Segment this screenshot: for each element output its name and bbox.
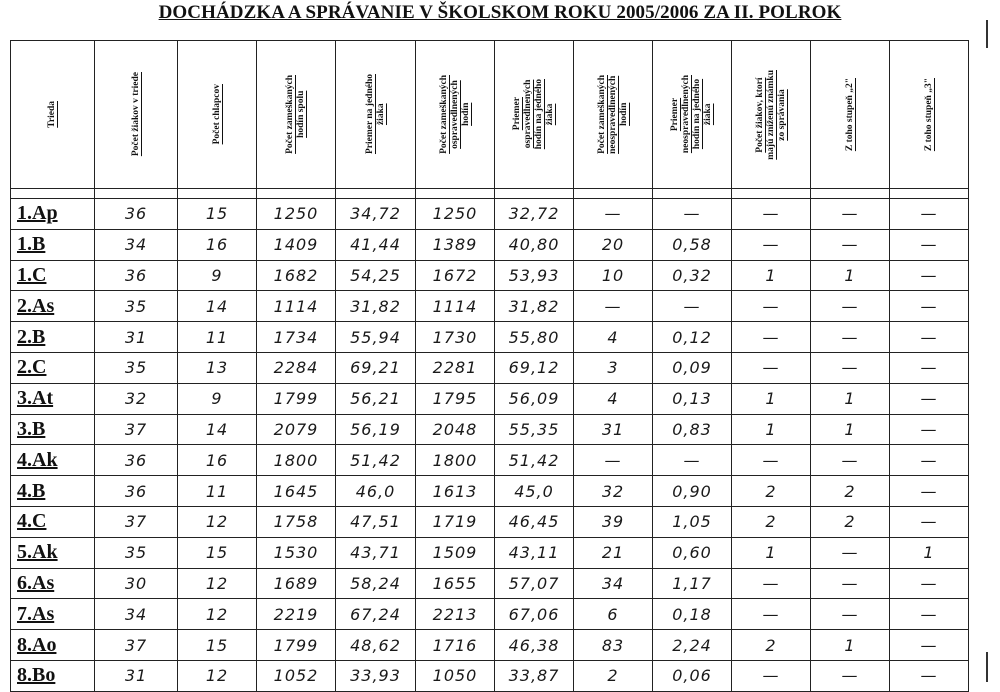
table-row [11, 630, 969, 661]
table-row [11, 414, 969, 445]
cell-grade-3: — [890, 229, 969, 260]
cell-student-count: 34 [95, 229, 178, 260]
cell-avg-unexcused: 2,24 [653, 630, 732, 661]
cell-avg-per-student: 55,94 [336, 322, 416, 353]
scan-edge-mark [986, 20, 988, 48]
cell-avg-per-student: 56,21 [336, 383, 416, 414]
cell-avg-per-student: 33,93 [336, 660, 416, 691]
cell-boys-count: 12 [178, 568, 257, 599]
cell-avg-per-student: 69,21 [336, 352, 416, 383]
cell-class-name: 7.As [11, 599, 95, 630]
table-row [11, 199, 969, 230]
cell-grade-2: — [811, 322, 890, 353]
cell-student-count: 35 [95, 291, 178, 322]
cell-unexcused-hours: — [574, 445, 653, 476]
cell-student-count: 31 [95, 660, 178, 691]
cell-avg-unexcused: 1,05 [653, 506, 732, 537]
cell-grade-2: — [811, 568, 890, 599]
cell-unexcused-hours: 39 [574, 506, 653, 537]
cell-avg-unexcused: 0,12 [653, 322, 732, 353]
cell-grade-2: — [811, 537, 890, 568]
cell-missed-total: 1758 [257, 506, 336, 537]
cell-lowered-grade: — [732, 568, 811, 599]
scan-edge-mark [986, 652, 988, 682]
cell-lowered-grade: 2 [732, 630, 811, 661]
cell-unexcused-hours: 83 [574, 630, 653, 661]
cell-avg-per-student: 46,0 [336, 476, 416, 507]
table-row [11, 568, 969, 599]
table-row [11, 506, 969, 537]
cell-student-count: 35 [95, 537, 178, 568]
cell-unexcused-hours: — [574, 291, 653, 322]
cell-missed-total: 1250 [257, 199, 336, 230]
header-excused-hours: Počet zameškaných ospravedlnených hodín [416, 41, 495, 189]
cell-grade-2: 1 [811, 260, 890, 291]
cell-avg-unexcused: 0,32 [653, 260, 732, 291]
cell-grade-3: — [890, 352, 969, 383]
cell-grade-2: — [811, 352, 890, 383]
cell-boys-count: 11 [178, 322, 257, 353]
cell-avg-excused: 45,0 [495, 476, 574, 507]
cell-grade-3: 1 [890, 537, 969, 568]
cell-avg-excused: 33,87 [495, 660, 574, 691]
cell-lowered-grade: 1 [732, 537, 811, 568]
cell-lowered-grade: 2 [732, 506, 811, 537]
cell-missed-total: 1734 [257, 322, 336, 353]
cell-avg-excused: 56,09 [495, 383, 574, 414]
cell-missed-total: 1114 [257, 291, 336, 322]
cell-avg-per-student: 67,24 [336, 599, 416, 630]
cell-boys-count: 15 [178, 537, 257, 568]
cell-student-count: 37 [95, 630, 178, 661]
cell-lowered-grade: — [732, 660, 811, 691]
cell-avg-unexcused: 0,58 [653, 229, 732, 260]
table-row [11, 229, 969, 260]
cell-class-name: 6.As [11, 568, 95, 599]
cell-grade-3: — [890, 414, 969, 445]
cell-avg-excused: 31,82 [495, 291, 574, 322]
cell-unexcused-hours: 34 [574, 568, 653, 599]
cell-excused-hours: 1672 [416, 260, 495, 291]
cell-excused-hours: 1800 [416, 445, 495, 476]
cell-grade-2: — [811, 660, 890, 691]
cell-lowered-grade: 1 [732, 414, 811, 445]
cell-missed-total: 2284 [257, 352, 336, 383]
cell-boys-count: 9 [178, 383, 257, 414]
cell-lowered-grade: — [732, 352, 811, 383]
cell-grade-2: — [811, 599, 890, 630]
cell-lowered-grade: — [732, 229, 811, 260]
cell-grade-3: — [890, 568, 969, 599]
cell-class-name: 1.C [11, 260, 95, 291]
cell-lowered-grade: — [732, 445, 811, 476]
cell-boys-count: 16 [178, 445, 257, 476]
header-missed-total: Počet zameškaných hodín spolu [257, 41, 336, 189]
cell-excused-hours: 1389 [416, 229, 495, 260]
cell-unexcused-hours: 3 [574, 352, 653, 383]
cell-excused-hours: 1613 [416, 476, 495, 507]
cell-grade-3: — [890, 199, 969, 230]
cell-grade-3: — [890, 445, 969, 476]
header-row [11, 41, 969, 189]
cell-grade-2: — [811, 291, 890, 322]
cell-class-name: 2.C [11, 352, 95, 383]
cell-lowered-grade: — [732, 599, 811, 630]
cell-missed-total: 1645 [257, 476, 336, 507]
cell-avg-excused: 53,93 [495, 260, 574, 291]
cell-missed-total: 1800 [257, 445, 336, 476]
cell-student-count: 36 [95, 199, 178, 230]
cell-lowered-grade: — [732, 199, 811, 230]
cell-excused-hours: 1509 [416, 537, 495, 568]
cell-boys-count: 14 [178, 291, 257, 322]
cell-missed-total: 1530 [257, 537, 336, 568]
cell-unexcused-hours: 10 [574, 260, 653, 291]
cell-avg-unexcused: 0,06 [653, 660, 732, 691]
cell-student-count: 31 [95, 322, 178, 353]
cell-class-name: 3.B [11, 414, 95, 445]
cell-class-name: 1.Ap [11, 199, 95, 230]
cell-lowered-grade: — [732, 322, 811, 353]
cell-boys-count: 14 [178, 414, 257, 445]
cell-grade-3: — [890, 260, 969, 291]
cell-unexcused-hours: 20 [574, 229, 653, 260]
cell-avg-per-student: 43,71 [336, 537, 416, 568]
attendance-table [10, 40, 969, 692]
cell-excused-hours: 1655 [416, 568, 495, 599]
cell-excused-hours: 1730 [416, 322, 495, 353]
cell-student-count: 35 [95, 352, 178, 383]
cell-unexcused-hours: 4 [574, 322, 653, 353]
cell-grade-3: — [890, 383, 969, 414]
cell-excused-hours: 2281 [416, 352, 495, 383]
cell-student-count: 36 [95, 476, 178, 507]
cell-missed-total: 1409 [257, 229, 336, 260]
cell-missed-total: 1689 [257, 568, 336, 599]
table-row [11, 260, 969, 291]
cell-avg-excused: 57,07 [495, 568, 574, 599]
page-title: DOCHÁDZKA A SPRÁVANIE V ŠKOLSKOM ROKU 2005/2006 ZA II. POLROK [158, 2, 842, 23]
header-grade-2: Z toho stupeň „2" [811, 41, 890, 189]
cell-grade-2: 2 [811, 476, 890, 507]
cell-lowered-grade: 1 [732, 383, 811, 414]
cell-avg-per-student: 41,44 [336, 229, 416, 260]
cell-avg-unexcused: 0,90 [653, 476, 732, 507]
cell-student-count: 36 [95, 445, 178, 476]
cell-avg-unexcused: — [653, 199, 732, 230]
cell-lowered-grade: 2 [732, 476, 811, 507]
cell-avg-excused: 51,42 [495, 445, 574, 476]
cell-class-name: 4.B [11, 476, 95, 507]
cell-grade-2: 1 [811, 414, 890, 445]
table-row [11, 660, 969, 691]
cell-avg-per-student: 34,72 [336, 199, 416, 230]
cell-avg-per-student: 58,24 [336, 568, 416, 599]
cell-avg-per-student: 54,25 [336, 260, 416, 291]
cell-student-count: 36 [95, 260, 178, 291]
cell-excused-hours: 2213 [416, 599, 495, 630]
header-lowered-grade: Počet žiakov, ktorí majú zníženú známku zo správania [732, 41, 811, 189]
cell-boys-count: 13 [178, 352, 257, 383]
cell-excused-hours: 1719 [416, 506, 495, 537]
table-row [11, 383, 969, 414]
cell-avg-unexcused: 1,17 [653, 568, 732, 599]
cell-student-count: 37 [95, 506, 178, 537]
table-row [11, 537, 969, 568]
cell-grade-3: — [890, 476, 969, 507]
cell-unexcused-hours: 2 [574, 660, 653, 691]
cell-excused-hours: 1795 [416, 383, 495, 414]
cell-avg-per-student: 56,19 [336, 414, 416, 445]
cell-missed-total: 1052 [257, 660, 336, 691]
cell-grade-2: 1 [811, 630, 890, 661]
table-row [11, 599, 969, 630]
cell-unexcused-hours: 4 [574, 383, 653, 414]
cell-missed-total: 2079 [257, 414, 336, 445]
header-boys-count: Počet chlapcov [178, 41, 257, 189]
cell-excused-hours: 1114 [416, 291, 495, 322]
cell-student-count: 34 [95, 599, 178, 630]
header-avg-per-student: Priemer na jedného žiaka [336, 41, 416, 189]
header-student-count: Počet žiakov v triede [95, 41, 178, 189]
cell-avg-per-student: 47,51 [336, 506, 416, 537]
cell-avg-excused: 46,45 [495, 506, 574, 537]
cell-unexcused-hours: 31 [574, 414, 653, 445]
cell-avg-unexcused: 0,09 [653, 352, 732, 383]
table-row [11, 322, 969, 353]
table-row [11, 352, 969, 383]
cell-class-name: 5.Ak [11, 537, 95, 568]
cell-grade-3: — [890, 599, 969, 630]
header-class: Trieda [11, 41, 95, 189]
cell-grade-3: — [890, 291, 969, 322]
cell-unexcused-hours: — [574, 199, 653, 230]
cell-avg-unexcused: 0,18 [653, 599, 732, 630]
cell-lowered-grade: 1 [732, 260, 811, 291]
cell-class-name: 2.As [11, 291, 95, 322]
cell-grade-3: — [890, 322, 969, 353]
cell-class-name: 1.B [11, 229, 95, 260]
table-body [11, 199, 969, 692]
cell-boys-count: 11 [178, 476, 257, 507]
cell-class-name: 8.Bo [11, 660, 95, 691]
cell-unexcused-hours: 6 [574, 599, 653, 630]
cell-excused-hours: 1050 [416, 660, 495, 691]
cell-excused-hours: 1716 [416, 630, 495, 661]
cell-missed-total: 1682 [257, 260, 336, 291]
cell-missed-total: 2219 [257, 599, 336, 630]
cell-grade-2: — [811, 199, 890, 230]
cell-grade-3: — [890, 660, 969, 691]
cell-student-count: 30 [95, 568, 178, 599]
cell-grade-2: 1 [811, 383, 890, 414]
cell-avg-unexcused: 0,13 [653, 383, 732, 414]
header-avg-excused: Priemer ospravedlnených hodín na jedného žiaka [495, 41, 574, 189]
cell-avg-unexcused: — [653, 291, 732, 322]
cell-excused-hours: 2048 [416, 414, 495, 445]
cell-avg-excused: 55,35 [495, 414, 574, 445]
cell-class-name: 8.Ao [11, 630, 95, 661]
cell-missed-total: 1799 [257, 630, 336, 661]
cell-boys-count: 12 [178, 599, 257, 630]
header-spacer-row [11, 189, 969, 199]
header-unexcused-hours: Počet zameškaných neospravedlnených hodín [574, 41, 653, 189]
cell-avg-excused: 40,80 [495, 229, 574, 260]
table-row [11, 291, 969, 322]
cell-student-count: 32 [95, 383, 178, 414]
cell-boys-count: 15 [178, 630, 257, 661]
cell-class-name: 3.At [11, 383, 95, 414]
cell-grade-3: — [890, 506, 969, 537]
cell-missed-total: 1799 [257, 383, 336, 414]
cell-class-name: 4.Ak [11, 445, 95, 476]
cell-class-name: 2.B [11, 322, 95, 353]
cell-unexcused-hours: 32 [574, 476, 653, 507]
cell-lowered-grade: — [732, 291, 811, 322]
cell-avg-excused: 32,72 [495, 199, 574, 230]
cell-excused-hours: 1250 [416, 199, 495, 230]
cell-unexcused-hours: 21 [574, 537, 653, 568]
cell-student-count: 37 [95, 414, 178, 445]
cell-grade-2: — [811, 229, 890, 260]
cell-avg-unexcused: 0,60 [653, 537, 732, 568]
cell-avg-excused: 46,38 [495, 630, 574, 661]
cell-boys-count: 16 [178, 229, 257, 260]
table-row [11, 445, 969, 476]
cell-boys-count: 15 [178, 199, 257, 230]
cell-avg-excused: 43,11 [495, 537, 574, 568]
cell-grade-2: 2 [811, 506, 890, 537]
cell-avg-excused: 67,06 [495, 599, 574, 630]
cell-avg-unexcused: — [653, 445, 732, 476]
cell-avg-per-student: 51,42 [336, 445, 416, 476]
header-grade-3: Z toho stupeň „3" [890, 41, 969, 189]
cell-avg-unexcused: 0,83 [653, 414, 732, 445]
cell-avg-per-student: 31,82 [336, 291, 416, 322]
header-avg-unexcused: Priemer neospravedlnených hodín na jedného žiaka [653, 41, 732, 189]
cell-avg-per-student: 48,62 [336, 630, 416, 661]
table-row [11, 476, 969, 507]
cell-grade-2: — [811, 445, 890, 476]
cell-avg-excused: 69,12 [495, 352, 574, 383]
cell-class-name: 4.C [11, 506, 95, 537]
cell-grade-3: — [890, 630, 969, 661]
cell-boys-count: 9 [178, 260, 257, 291]
cell-boys-count: 12 [178, 660, 257, 691]
cell-boys-count: 12 [178, 506, 257, 537]
cell-avg-excused: 55,80 [495, 322, 574, 353]
